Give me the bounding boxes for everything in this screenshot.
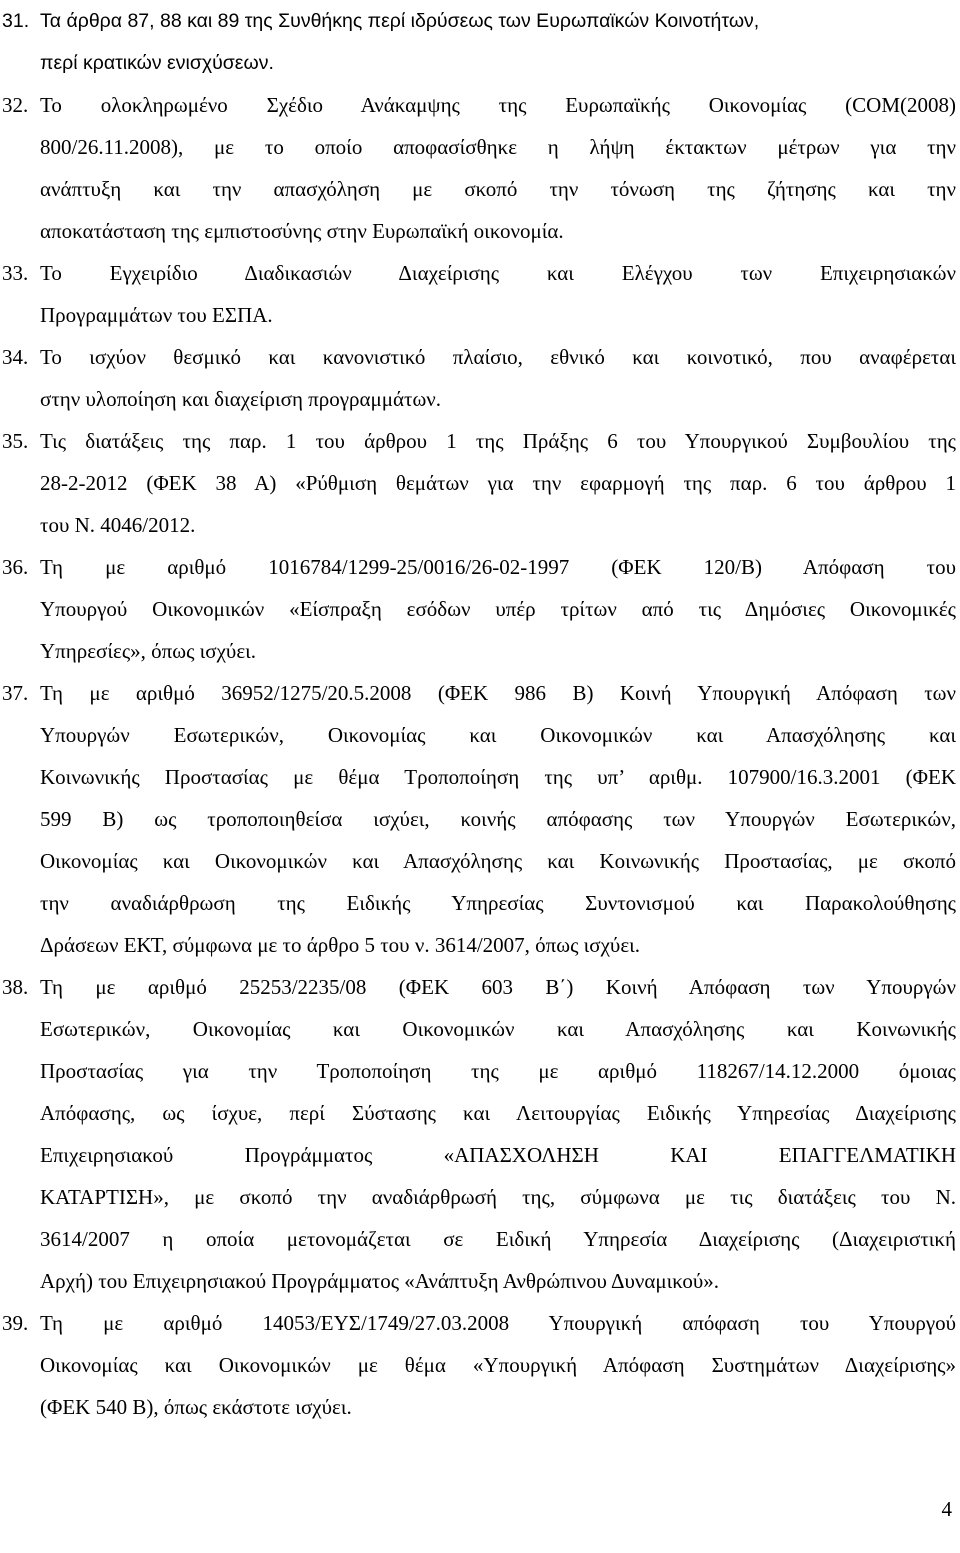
text-line: Οικονομίας και Οικονομικών και Απασχόλησης και Κοινωνικής Προστασίας, με σκοπό	[40, 849, 956, 873]
text-line: Προγραμμάτων του ΕΣΠΑ.	[40, 303, 273, 327]
text-line: 599 Β) ως τροποποιηθείσα ισχύει, κοινής απόφασης των Υπουργών Εσωτερικών,	[40, 807, 956, 831]
text-line: στην υλοποίηση και διαχείριση προγραμμάτων.	[40, 387, 442, 411]
text-line: την αναδιάρθρωση της Ειδικής Υπηρεσίας Συντονισμού και Παρακολούθησης	[40, 891, 956, 915]
text-line: Τη με αριθμό 14053/ΕΥΣ/1749/27.03.2008 Υπουργική απόφαση του Υπουργού	[40, 1311, 956, 1335]
text-line: του Ν. 4046/2012.	[40, 513, 196, 537]
text-line: Κοινωνικής Προστασίας με θέμα Τροποποίηση της υπ’ αριθμ. 107900/16.3.2001 (ΦΕΚ	[40, 765, 956, 789]
text-line: Αρχή) του Επιχειρησιακού Προγράμματος «Ανάπτυξη Ανθρώπινου Δυναμικού».	[40, 1269, 720, 1293]
list-item	[0, 672, 960, 966]
text-line: 800/26.11.2008), με το οποίο αποφασίσθηκε η λήψη έκτακτων μέτρων για την	[40, 135, 956, 159]
text-line: 3614/2007 η οποία μετονομάζεται σε Ειδική Υπηρεσία Διαχείρισης (Διαχειριστική	[40, 1227, 956, 1251]
text-line: αποκατάσταση της εμπιστοσύνης στην Ευρωπαϊκή οικονομία.	[40, 219, 564, 243]
page-number: 4	[941, 1497, 952, 1521]
text-line: Εσωτερικών, Οικονομίας και Οικονομικών και Απασχόλησης και Κοινωνικής	[40, 1017, 956, 1041]
list-item-number: 38.	[2, 975, 29, 999]
list-item-number: 37.	[2, 681, 29, 705]
list-item	[0, 336, 960, 420]
text-line: Οικονομίας και Οικονομικών με θέμα «Υπουργική Απόφαση Συστημάτων Διαχείρισης»	[40, 1353, 956, 1377]
text-line: (ΦΕΚ 540 Β), όπως εκάστοτε ισχύει.	[40, 1395, 352, 1419]
list-item	[0, 0, 960, 84]
text-line: Υπουργών Εσωτερικών, Οικονομίας και Οικονομικών και Απασχόλησης και	[40, 723, 956, 747]
list-item-number: 31.	[2, 10, 30, 32]
text-line: 28-2-2012 (ΦΕΚ 38 Α) «Ρύθμιση θεμάτων για την εφαρμογή της παρ. 6 του άρθρου 1	[40, 471, 956, 495]
text-line: Προστασίας για την Τροποποίηση της με αριθμό 118267/14.12.2000 όμοιας	[40, 1059, 956, 1083]
list-item-number: 39.	[2, 1311, 29, 1335]
text-line: Απόφασης, ως ίσχυε, περί Σύστασης και Λειτουργίας Ειδικής Υπηρεσίας Διαχείρισης	[40, 1101, 956, 1125]
text-line: ΚΑΤΑΡΤΙΣΗ», με σκοπό την αναδιάρθρωσή της, σύμφωνα με τις διατάξεις του Ν.	[40, 1185, 956, 1209]
text-line: Το ισχύον θεσμικό και κανονιστικό πλαίσιο, εθνικό και κοινοτικό, που αναφέρεται	[40, 345, 956, 369]
list-item-number: 32.	[2, 93, 29, 117]
list-item	[0, 252, 960, 336]
text-line: Τις διατάξεις της παρ. 1 του άρθρου 1 της Πράξης 6 του Υπουργικού Συμβουλίου της	[40, 429, 956, 453]
list-item	[0, 966, 960, 1302]
text-line: Το Εγχειρίδιο Διαδικασιών Διαχείρισης και Ελέγχου των Επιχειρησιακών	[40, 261, 956, 285]
text-line: Υπουργού Οικονομικών «Είσπραξη εσόδων υπέρ τρίτων από τις Δημόσιες Οικονομικές	[40, 597, 956, 621]
text-line: ανάπτυξη και την απασχόληση με σκοπό την τόνωση της ζήτησης και την	[40, 177, 956, 201]
list-item	[0, 546, 960, 672]
text-line: Το ολοκληρωμένο Σχέδιο Ανάκαμψης της Ευρωπαϊκής Οικονομίας (COM(2008)	[40, 93, 956, 117]
text-line: Υπηρεσίες», όπως ισχύει.	[40, 639, 257, 663]
text-line: περί κρατικών ενισχύσεων.	[40, 52, 274, 74]
text-line: Τη με αριθμό 1016784/1299-25/0016/26-02-1997 (ΦΕΚ 120/Β) Απόφαση του	[40, 555, 956, 579]
list-item-number: 33.	[2, 261, 29, 285]
list-item-number: 35.	[2, 429, 29, 453]
list-item-number: 36.	[2, 555, 29, 579]
text-line: Τα άρθρα 87, 88 και 89 της Συνθήκης περί ιδρύσεως των Ευρωπαϊκών Κοινοτήτων,	[40, 10, 760, 32]
list-item	[0, 84, 960, 252]
text-line: Δράσεων ΕΚΤ, σύμφωνα με το άρθρο 5 του ν. 3614/2007, όπως ισχύει.	[40, 933, 641, 957]
text-line: Τη με αριθμό 25253/2235/08 (ΦΕΚ 603 Β΄) Κοινή Απόφαση των Υπουργών	[40, 975, 956, 999]
text-line: Επιχειρησιακού Προγράμματος «ΑΠΑΣΧΟΛΗΣΗ ΚΑΙ ΕΠΑΓΓΕΛΜΑΤΙΚΗ	[40, 1143, 956, 1167]
list-item	[0, 420, 960, 546]
list-item	[0, 1302, 960, 1428]
text-line: Τη με αριθμό 36952/1275/20.5.2008 (ΦΕΚ 986 Β) Κοινή Υπουργική Απόφαση των	[40, 681, 956, 705]
list-item-number: 34.	[2, 345, 29, 369]
